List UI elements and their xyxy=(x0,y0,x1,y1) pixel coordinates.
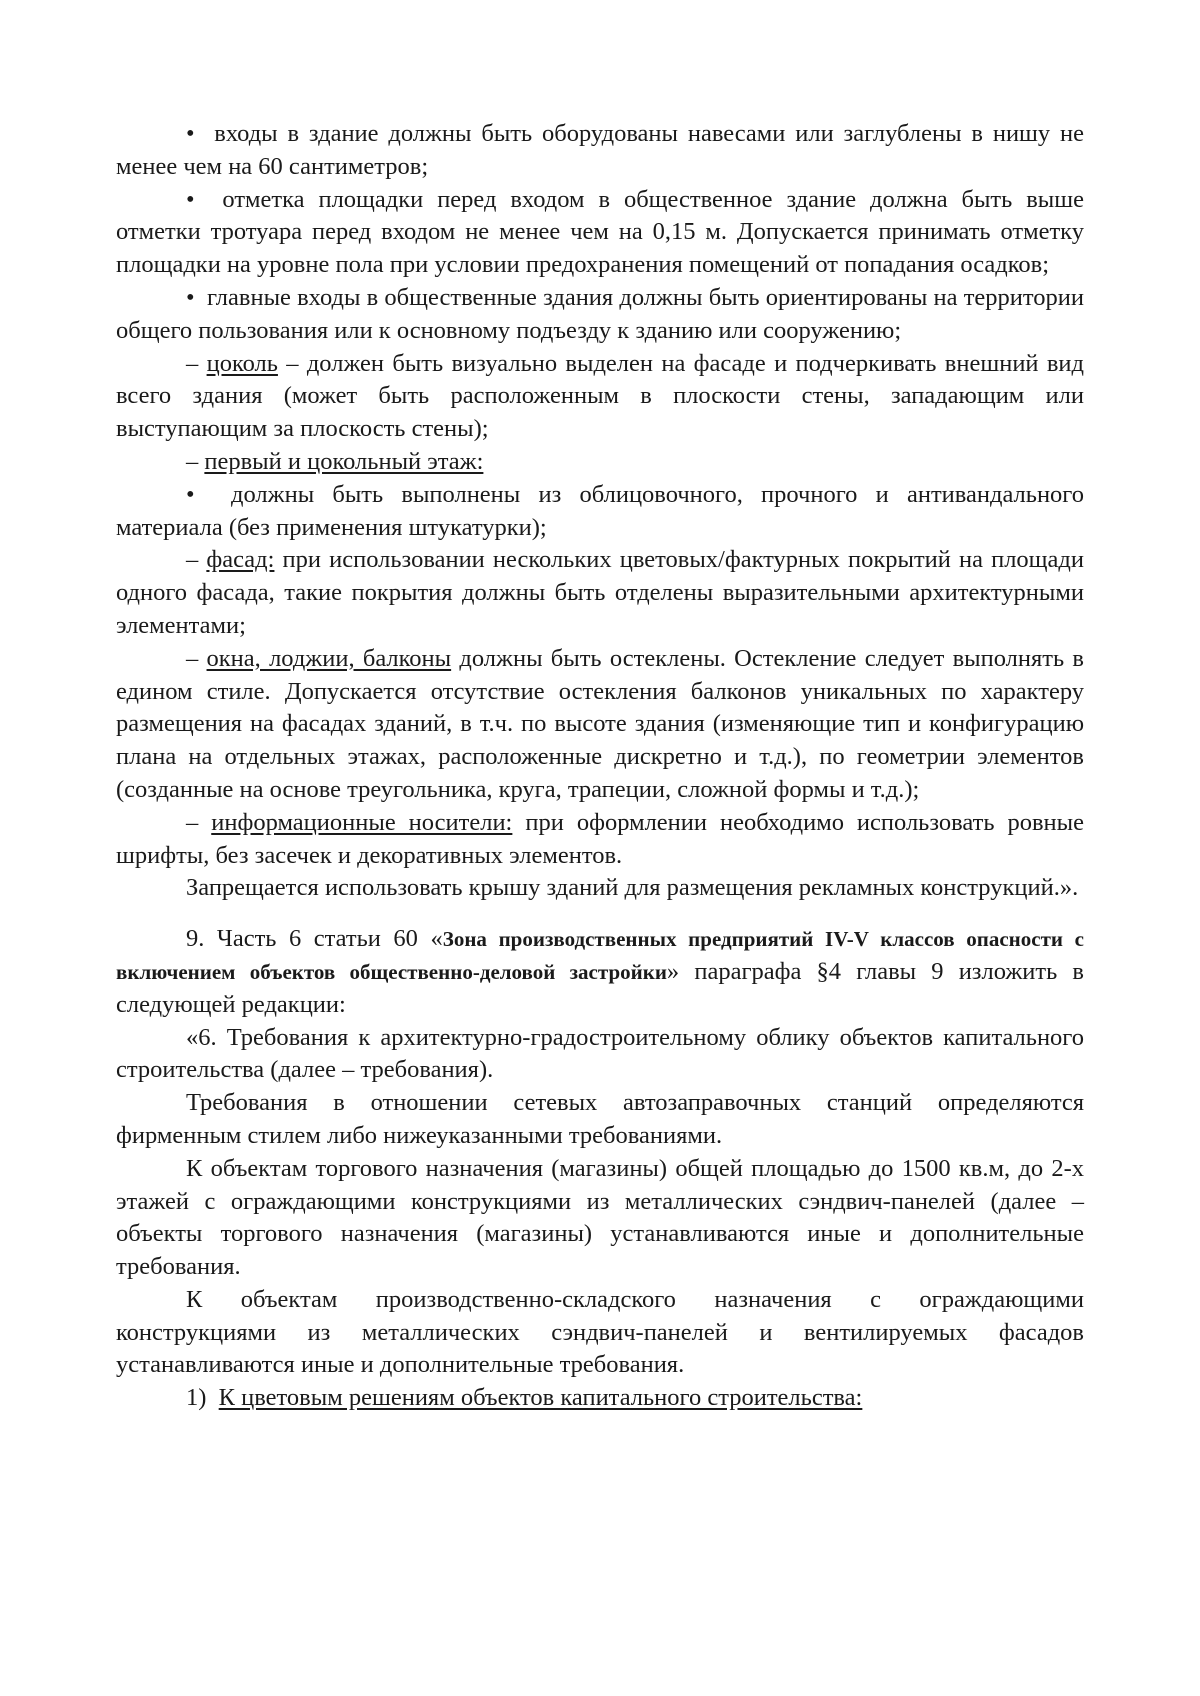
bullet-icon: • xyxy=(186,480,195,508)
dash-mark: – xyxy=(186,349,199,377)
paragraph-platform-level xyxy=(116,184,1084,282)
document-page xyxy=(116,118,1084,1415)
paragraph-gas-stations xyxy=(116,1087,1084,1153)
paragraph-text: при использовании нескольких цветовых/фактурных покрытий на площади одного фасада, такие покрытия должны быть отделены выразительными архитектурными элементами; xyxy=(116,546,1084,639)
term-facade: фасад: xyxy=(206,546,275,574)
zone-title: Зона производственных предприятий IV-V классов опасности с включением объектов общественно-деловой застройки xyxy=(116,927,1084,984)
paragraph-text: должны быть остеклены. Остекление следует выполнять в едином стиле. Допускается отсутствие остекления балконов уникальных по характеру размещения на фасадах зданий, в т.ч. по высоте здания (изменяющие тип и конфигурацию плана на отдельных этажах, расположенные дискретно и т.д.), по геометрии элементов (созданные на основе треугольника, круга, трапеции, сложной формы и т.д.); xyxy=(116,644,1085,803)
paragraph-entrances xyxy=(116,118,1084,184)
paragraph-info-carriers xyxy=(116,807,1084,873)
paragraph-roof-ban xyxy=(116,872,1084,905)
term-color-solutions: К цветовым решениям объектов капитального строительства: xyxy=(218,1384,863,1412)
bullet-icon: • xyxy=(186,120,195,147)
paragraph-item-9 xyxy=(116,923,1084,1021)
item-tail: » параграфа §4 главы 9 изложить в следующей редакции: xyxy=(116,957,1084,1018)
item-number: 1) xyxy=(186,1384,207,1412)
paragraph-text: отметка площадки перед входом в общественное здание должна быть выше отметки тротуара перед входом не менее чем на 0,15 м. Допускается принимать отметку площадки на уровне пола при условии предохранения помещений от попадания осадков; xyxy=(116,185,1084,279)
paragraph-text: Запрещается использовать крышу зданий для размещения рекламных конструкций.». xyxy=(186,874,1079,902)
paragraph-facade xyxy=(116,544,1084,642)
paragraph-text: Требования в отношении сетевых автозаправочных станций определяются фирменным стилем либо нижеуказанными требованиями. xyxy=(116,1089,1084,1149)
dash-mark: – xyxy=(186,644,199,672)
paragraph-text: К объектам производственно-складского назначения с ограждающими конструкциями из металлических сэндвич-панелей и вентилируемых фасадов устанавливаются иные и дополнительные требования. xyxy=(116,1285,1084,1379)
term-first-floor: первый и цокольный этаж: xyxy=(204,447,484,475)
dash-mark: – xyxy=(186,808,199,836)
paragraph-first-floor xyxy=(116,446,1084,479)
paragraph-color-solutions xyxy=(116,1382,1084,1415)
bullet-icon: • xyxy=(186,283,195,311)
paragraph-trade-objects xyxy=(116,1153,1084,1284)
paragraph-main-entrances xyxy=(116,282,1084,348)
dash-mark: – xyxy=(186,447,199,475)
paragraph-text: «6. Требования к архитектурно-градостроительному облику объектов капитального строительства (далее – требования). xyxy=(116,1023,1084,1084)
paragraph-text: главные входы в общественные здания должны быть ориентированы на территории общего пользования или к основному подъезду к зданию или сооружению; xyxy=(116,283,1085,344)
paragraph-text: при оформлении необходимо использовать ровные шрифты, без засечек и декоративных элементов. xyxy=(116,808,1085,869)
bullet-icon: • xyxy=(186,185,195,213)
paragraph-windows xyxy=(116,643,1084,807)
paragraph-text: должны быть выполнены из облицовочного, прочного и антивандального материала (без применения штукатурки); xyxy=(116,480,1084,541)
dash-mark: – xyxy=(186,546,199,574)
term-plinth: цоколь xyxy=(206,349,278,377)
term-info-carriers: информационные носители: xyxy=(211,808,513,836)
paragraph-cladding xyxy=(116,479,1084,545)
paragraph-requirements-intro xyxy=(116,1022,1084,1088)
paragraph-text: – должен быть визуально выделен на фасаде и подчеркивать внешний вид всего здания (может быть расположенным в плоскости стены, западающим или выступающим за плоскость стены); xyxy=(116,349,1085,443)
paragraph-text: входы в здание должны быть оборудованы навесами или заглублены в нишу не менее чем на 60 сантиметров; xyxy=(116,120,1084,180)
item-lead: 9. Часть 6 статьи 60 « xyxy=(186,925,443,953)
paragraph-plinth xyxy=(116,348,1084,446)
term-windows: окна, лоджии, балконы xyxy=(206,644,452,672)
paragraph-text: К объектам торгового назначения (магазины) общей площадью до 1500 кв.м, до 2-х этажей с ограждающими конструкциями из металлических сэндвич-панелей (далее – объекты торгового назначения (магазины) устанавливаются иные и дополнительные требования. xyxy=(116,1154,1084,1281)
paragraph-warehouse-objects xyxy=(116,1284,1084,1382)
section-gap xyxy=(116,905,1084,923)
